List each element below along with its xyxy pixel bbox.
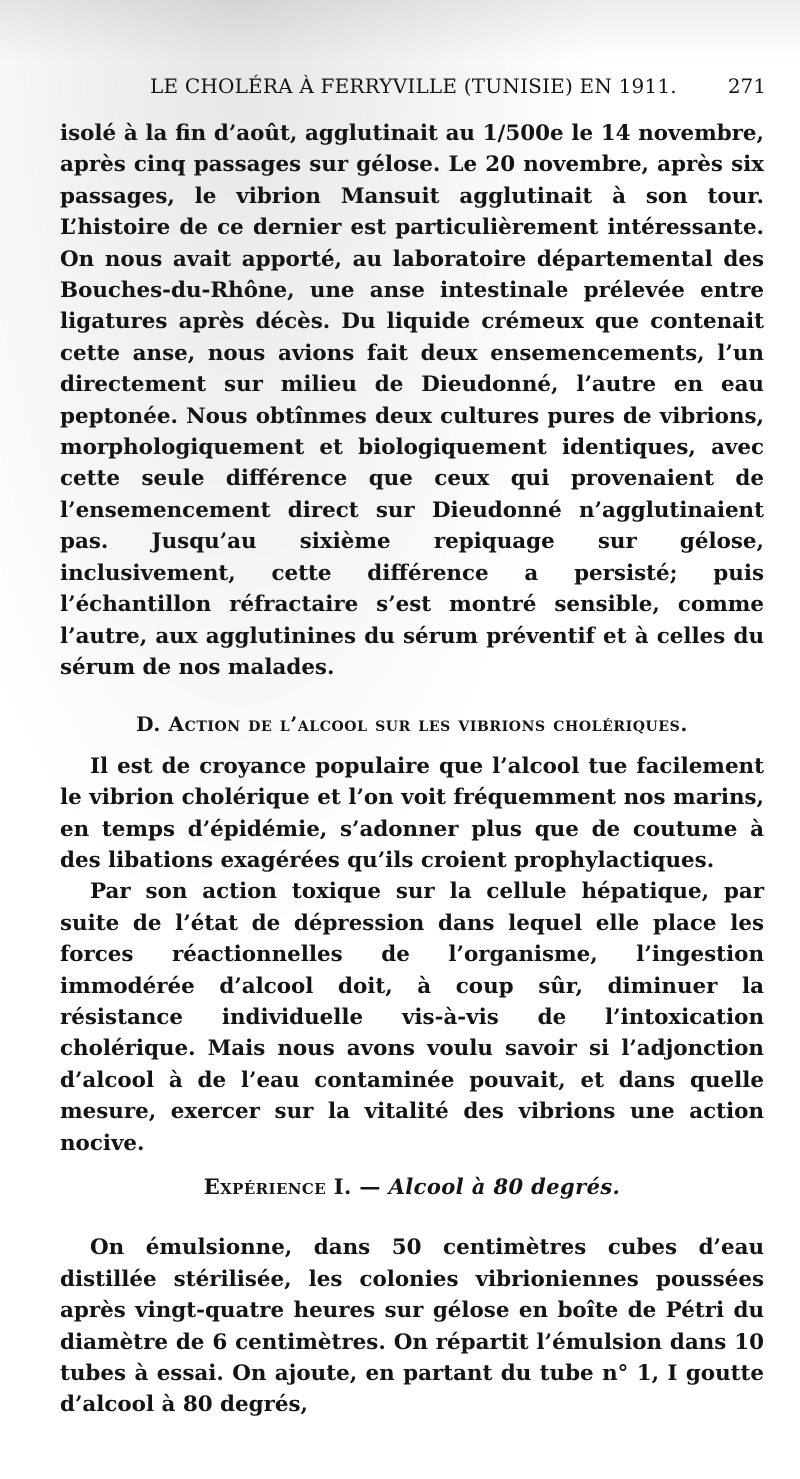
experiment-label: Expérience I. — — [203, 1174, 381, 1199]
experiment-title: Alcool à 80 degrés. — [388, 1174, 621, 1199]
paragraph-experiment-method: On émulsionne, dans 50 centimètres cubes d’eau distillée stérilisée, les colonies vibrioniennes poussées après vingt-quatre heures sur gélose en boîte de Pétri du diamètre de 6 centimètres. On répartit l’émulsion dans 10 tubes à essai. On ajoute, en partant du tube n° 1, I goutte d’alcool à 80 degrés, — [60, 1235, 764, 1418]
experiment-heading — [60, 1171, 764, 1202]
running-head: LE CHOLÉRA À FERRYVILLE (TUNISIE) EN 1911. — [150, 74, 677, 98]
body-text — [60, 118, 764, 1421]
paragraph-popular-belief: Il est de croyance populaire que l’alcool tue facilement le vibrion cholérique et l’on voit fréquemment nos marins, en temps d’épidémie, s’adonner plus que de coutume à des libations exagérées qu’ils croient prophylactiques. — [60, 753, 764, 873]
paragraph-continuation: isolé à la fin d’août, agglutinait au 1/500e le 14 novembre, après cinq passages sur gélose. Le 20 novembre, après six passages, le vibrion Mansuit agglutinait à son tour. L’histoire de ce dernier est particulièrement intéressante. On nous avait apporté, au laboratoire départemental des Bouches-du-Rhône, une anse intestinale prélevée entre ligatures après décès. Du liquide crémeux que contenait cette anse, nous avions fait deux ensemencements, l’un directement sur milieu de Dieudonné, l’autre en eau peptonée. Nous obtînmes deux cultures pures de vibrions, morphologiquement et biologiquement identiques, avec cette seule différence que ceux qui provenaient de l’ensemencement direct sur Dieudonné n’agglutinaient pas. Jusqu’au sixième repiquage sur gélose, inclusivement, cette différence a persisté; puis l’échantillon réfractaire s’est montré sensible, comme l’autre, aux agglutinines du sérum préventif et à celles du sérum de nos malades. — [60, 121, 764, 680]
paragraph-toxic-action: Par son action toxique sur la cellule hépatique, par suite de l’état de dépression dans lequel elle place les forces réactionnelles de l’organisme, l’ingestion immodérée d’alcool doit, à coup sûr, diminuer la résistance individuelle vis-à-vis de l’intoxication cholérique. Mais nous avons voulu savoir si l’adjonction d’alcool à de l’eau contaminée pouvait, et dans quelle mesure, exercer sur la vitalité des vibrions une action nocive. — [60, 879, 764, 1156]
section-heading: D. Action de l’alcool sur les vibrions cholériques. — [136, 712, 688, 737]
page-number: 271 — [727, 74, 766, 98]
